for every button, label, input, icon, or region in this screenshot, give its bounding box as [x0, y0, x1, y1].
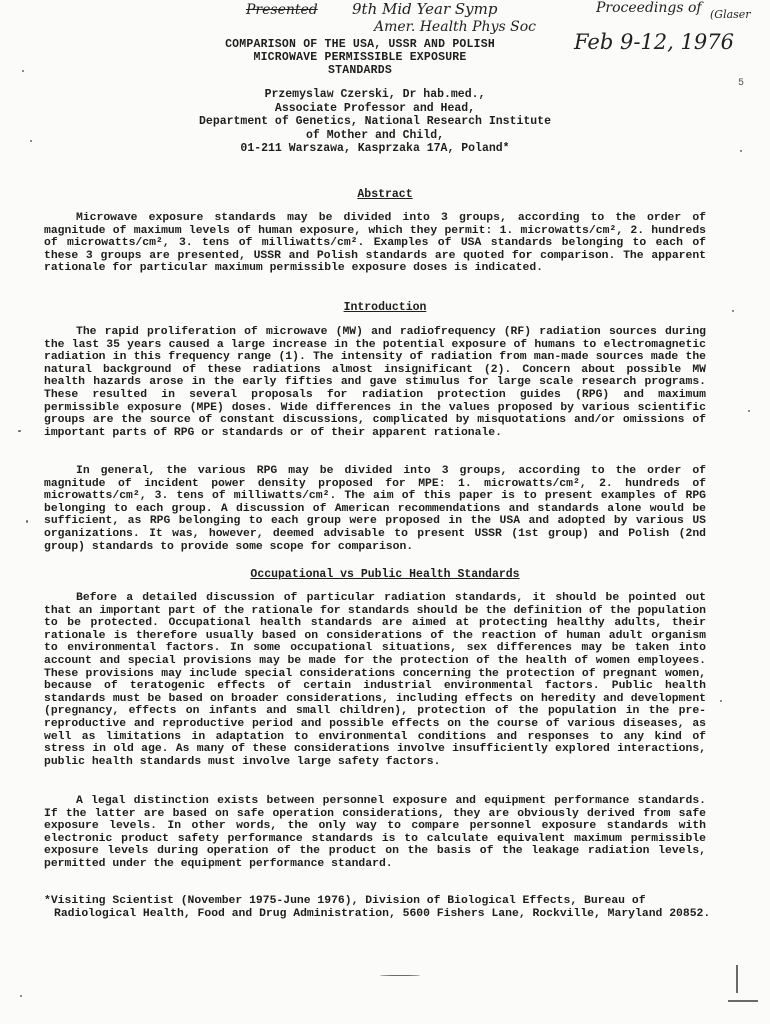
occupational-heading: Occupational vs Public Health Standards	[250, 568, 520, 581]
scan-speck	[20, 995, 22, 997]
handwritten-meeting-line2: Amer. Health Phys Soc	[374, 19, 536, 35]
handwritten-proceedings: Proceedings of	[596, 0, 702, 16]
title-line-3: STANDARDS	[328, 64, 392, 77]
occupational-paragraph-2: A legal distinction exists between personnel exposure and equipment performance standards. If the latter are based on safe operation considerations, they are obviously derived from safe exposure levels. In other words, the only way to compare personnel exposure standards with electronic product safety performance standards is to calculate equivalent maximum permissible exposure levels during operation of the product on the basis of the leakage radiation levels, permitted under the equipment performance standard.	[44, 795, 706, 870]
footnote: *Visiting Scientist (November 1975-June 1976), Division of Biological Effects, Bureau of Radiological Health, Food and Drug Administration, 5600 Fishers Lane, Rockville, Maryland 20852.	[44, 895, 711, 920]
scan-speck	[380, 975, 420, 976]
abstract-heading: Abstract	[357, 188, 413, 201]
scan-speck	[18, 430, 21, 432]
scan-speck	[22, 70, 24, 72]
title-line-1: COMPARISON OF THE USA, USSR AND POLISH	[225, 38, 495, 51]
scan-speck	[720, 700, 722, 702]
handwritten-meeting-line1: 9th Mid Year Symp	[352, 0, 498, 18]
introduction-paragraph-2: In general, the various RPG may be divided into 3 groups, according to the order of magnitude of incident power density proposed for MPE: 1. microwatts/cm², 2. hundreds of microwatts/cm², 3. tens of milliwatts/cm². The aim of this paper is to present examples of RPG belonging to each group. A discussion of American recommendations and standards alone would be sufficient, as RPG belonging to each group were proposed in the USA and adopted by various US organizations. It was, however, deemed advisable to present USSR (1st group) and Polish (2nd group) standards to provide some scope for comparison.	[44, 465, 706, 553]
scan-speck	[26, 520, 28, 523]
abstract-paragraph: Microwave exposure standards may be divided into 3 groups, according to the order of magnitude of maximum levels of human exposure, which they permit: 1. microwatts/cm², 2. hundreds of microwatts/cm², 3. tens of milliwatts/cm². Examples of USA standards belonging to each of these 3 groups are presented, USSR and Polish standards are quoted for comparison. The apparent rationale for particular maximum permissible exposure doses is indicated.	[44, 212, 706, 275]
author-info	[150, 88, 600, 156]
introduction-heading: Introduction	[343, 301, 427, 314]
occupational-paragraph-1: Before a detailed discussion of particular radiation standards, it should be pointed out that an important part of the rationale for standards should be the definition of the population to be protected. Occupational health standards are aimed at protecting healthy adults, their rationale is therefore usually based on considerations of the reaction of human adult organism to environmental factors. In some occupational situations, sex differences may be taken into account and special provisions may be made for the protection of the health of women employees. These provisions may include special considerations concerning the protection of pregnant women, because of teratogenic effects of certain industrial environmental factors. Public health standards must be based on broader considerations, including effects on heredity and development (pregnancy, effects on infants and small children), protection of the population in the pre-reproductive and reproductive period and possible effects on the course of various diseases, as well as limitations in adaptation to environmental conditions and responses to any kind of stress in old age. As many of these considerations involve insufficiently explored interactions, public health standards must involve large safety factors.	[44, 592, 706, 768]
paper-title	[120, 38, 600, 77]
scan-speck	[732, 310, 734, 312]
handwritten-crossed-word: Presented	[246, 2, 318, 18]
margin-number: 5	[737, 78, 744, 89]
scan-speck	[740, 150, 742, 152]
author-position: Associate Professor and Head,	[274, 101, 476, 115]
scan-speck	[30, 140, 32, 142]
handwritten-date: Feb 9-12, 1976	[574, 30, 734, 54]
handwritten-corner-mark: (Glaser	[710, 8, 751, 21]
title-line-2: MICROWAVE PERMISSIBLE EXPOSURE	[253, 51, 467, 64]
author-name: Przemyslaw Czerski, Dr hab.med.,	[264, 88, 486, 101]
author-institute: of Mother and Child,	[305, 128, 445, 142]
author-department: Department of Genetics, National Research Institute	[199, 115, 551, 128]
introduction-paragraph-1: The rapid proliferation of microwave (MW) and radiofrequency (RF) radiation sources during the last 35 years caused a large increase in the potential exposure of humans to electromagnetic radiation in this frequency range (1). The intensity of radiation from man-made sources made the natural background of these radiations almost insignificant (2). Concern about possible MW health hazards arose in the early fifties and gave stimulus for large scale research programs. These resulted in several proposals for radiation protection guides (RPG) and maximum permissible exposure (MPE) doses. Wide differences in the values proposed by various scientific groups are the source of constant discussions, complicated by misquotations and/or omissions of important parts of RPG or standards or of their apparent rationale.	[44, 326, 706, 439]
scan-speck	[728, 1000, 758, 1002]
author-address: 01-211 Warszawa, Kasprzaka 17A, Poland*	[240, 142, 510, 155]
scan-speck	[736, 965, 738, 993]
scan-speck	[748, 410, 750, 412]
